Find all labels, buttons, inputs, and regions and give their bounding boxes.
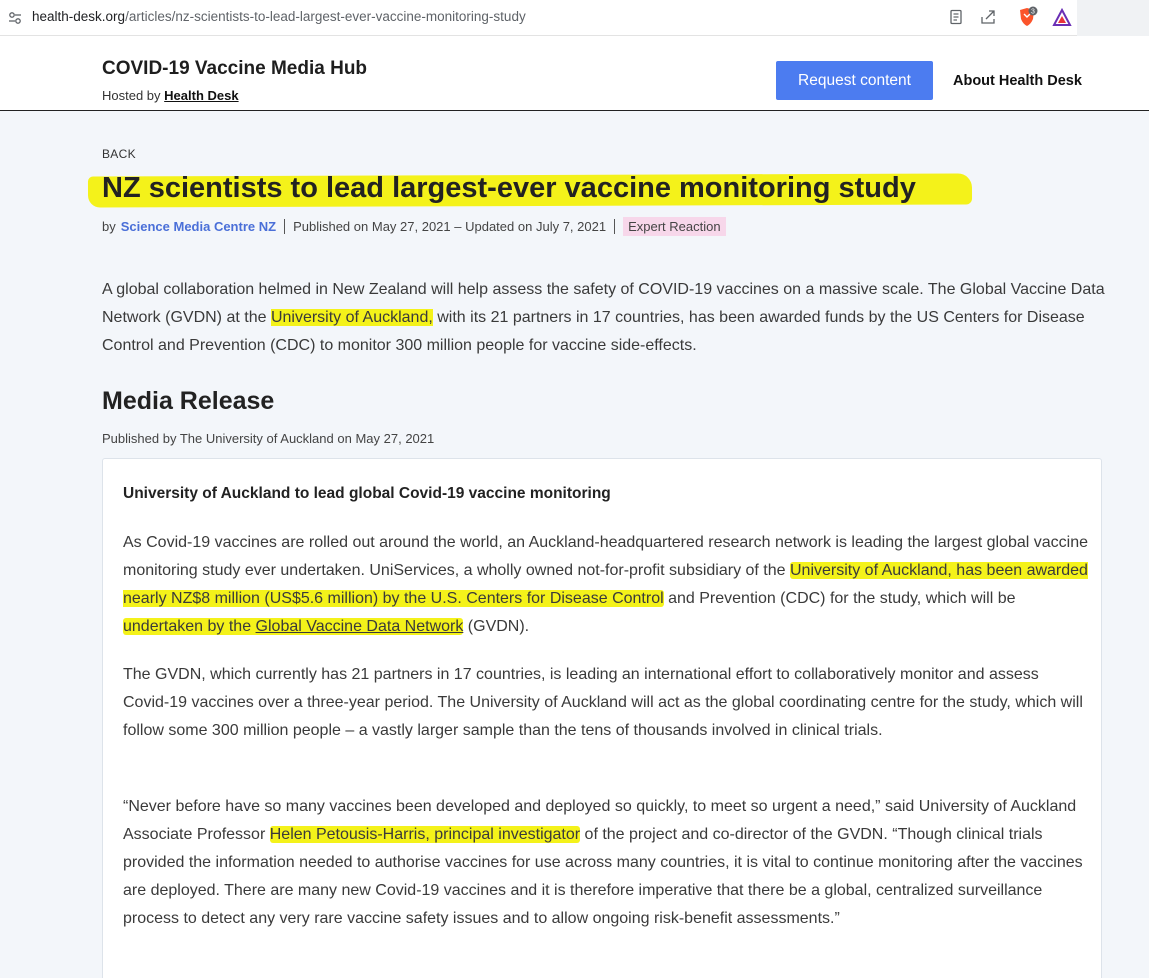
release-heading: University of Auckland to lead global Covid-19 vaccine monitoring	[123, 485, 611, 502]
url-path: /articles/nz-scientists-to-lead-largest-ever-vaccine-monitoring-study	[125, 9, 526, 24]
gvdn-link[interactable]: Global Vaccine Data Network	[255, 618, 464, 635]
release-paragraph-2: The GVDN, which currently has 21 partners in 17 countries, is leading an international effort to collaboratively monitor and assess Covid-19 vaccines over a three-year period. The University of Auckland will act as the global coordinating centre for the study, which will follow some 300 million people – a vastly larger sample than the tens of thousands involved in clinical trials.	[123, 666, 1083, 739]
brave-shield-icon[interactable]	[1016, 6, 1038, 28]
hosted-by-line	[102, 88, 239, 103]
updated-date: July 7, 2021	[535, 219, 607, 234]
lead-text: A global collaboration helmed in New Zealand will help assess the safety of COVID-19 vaccines on a massive scale. The Global Vaccine Data Network (GVDN) at the	[102, 281, 1105, 326]
media-release-box	[102, 458, 1102, 978]
funding-highlight: University of Auckland, has been awarded nearly NZ$8 million (US$5.6 million) by the U.S. Centers for Disease Control	[123, 562, 1088, 607]
shield-badge: 3	[1031, 8, 1035, 16]
toolbar-edge	[1077, 0, 1149, 36]
byline	[102, 217, 726, 236]
release-date: May 27, 2021	[355, 431, 435, 446]
author-link[interactable]: Science Media Centre NZ	[120, 219, 277, 234]
release-paragraph-1	[123, 529, 1088, 641]
share-icon[interactable]	[979, 8, 997, 26]
health-desk-link[interactable]: Health Desk	[164, 88, 239, 103]
release-published-line	[102, 431, 434, 446]
release-paragraph-3	[123, 793, 1088, 933]
divider	[284, 219, 285, 234]
updated-label: – Updated on	[454, 219, 533, 234]
request-content-button[interactable]: Request content	[776, 61, 933, 100]
highlight-text: undertaken by the	[123, 618, 256, 635]
back-link[interactable]: BACK	[102, 147, 136, 161]
url-host: health-desk.org	[32, 9, 126, 24]
brave-rewards-icon[interactable]	[1052, 8, 1072, 28]
hosted-prefix: Hosted by	[102, 88, 161, 103]
url-field[interactable]	[32, 9, 526, 24]
published-label: Published on	[293, 219, 369, 234]
reader-mode-icon[interactable]	[947, 8, 965, 26]
published-date: May 27, 2021	[371, 219, 451, 234]
about-health-desk-link[interactable]: About Health Desk	[953, 73, 1082, 89]
paragraph-text: As Covid-19 vaccines are rolled out around the world, an Auckland-headquartered research network is leading the largest global vaccine monitoring study ever undertaken. UniServices, a wholly owned not-for-profit subsidiary of the	[123, 534, 1089, 579]
site-header	[0, 36, 1149, 111]
media-release-title: Media Release	[102, 387, 275, 415]
paragraph-text: and Prevention (CDC) for the study, which will be	[663, 590, 1016, 607]
divider	[614, 219, 615, 234]
investigator-highlight: Helen Petousis-Harris, principal investigator	[269, 826, 581, 843]
by-prefix: by	[102, 219, 116, 234]
on-label: on	[337, 431, 352, 446]
paragraph-text: of the project and co-director of the GVDN. “Though clinical trials provided the information needed to authorise vaccines for use across many countries, it is vital to continue monitoring after the vaccines are deployed. There are many new Covid-19 vaccines and it is therefore imperative that there be a global, centralized surveillance process to detect any very rare vaccine safety issues and to allow ongoing risk-benefit assessments.”	[123, 826, 1083, 927]
lead-highlight: University of Auckland,	[270, 309, 433, 326]
category-tag[interactable]: Expert Reaction	[623, 217, 726, 236]
paragraph-text: “Never before have so many vaccines been developed and deployed so quickly, to meet so urgent a need,” said University of Auckland Associate Professor	[123, 798, 1077, 843]
publisher: The University of Auckland	[179, 431, 334, 446]
article-lead	[102, 276, 1112, 360]
site-title[interactable]: COVID-19 Vaccine Media Hub	[102, 58, 368, 79]
browser-address-bar	[0, 0, 1149, 36]
paragraph-text: (GVDN).	[463, 618, 530, 635]
article-title: NZ scientists to lead largest-ever vaccine monitoring study	[102, 172, 916, 204]
tune-icon[interactable]	[8, 11, 22, 25]
lead-text: with its 21 partners in 17 countries, has been awarded funds by the US Centers for Disease Control and Prevention (CDC) to monitor 300 million people for vaccine side-effects.	[102, 309, 1085, 354]
published-by-label: Published by	[102, 431, 177, 446]
gvdn-highlight	[123, 618, 463, 635]
